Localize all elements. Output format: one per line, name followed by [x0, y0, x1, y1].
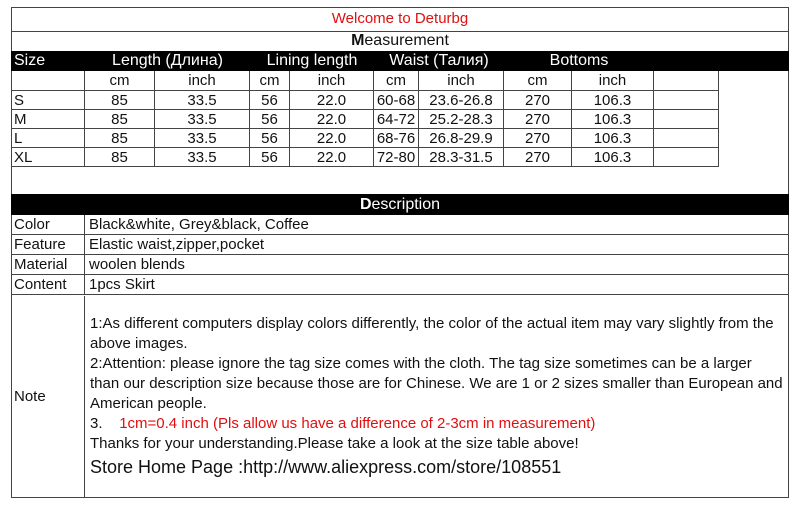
size-value-cell: 33.5 — [155, 110, 250, 129]
size-label-cell: L — [11, 129, 85, 148]
size-value-cell: 270 — [504, 110, 572, 129]
description-label: Feature — [11, 235, 85, 254]
size-value-cell: 106.3 — [572, 129, 654, 148]
description-title-initial: D — [359, 196, 372, 213]
size-value-cell: 106.3 — [572, 91, 654, 110]
size-value-cell: 270 — [504, 91, 572, 110]
size-value-cell: 22.0 — [290, 129, 374, 148]
size-value-cell: 60-68 — [374, 91, 419, 110]
size-value-cell: 85 — [85, 148, 155, 167]
size-value-cell: 106.3 — [572, 148, 654, 167]
empty-cell — [654, 91, 719, 110]
description-value: 1pcs Skirt — [89, 276, 155, 293]
size-value-cell: 33.5 — [155, 129, 250, 148]
size-value-cell: 26.8-29.9 — [419, 129, 504, 148]
header-size: Size — [14, 52, 46, 69]
unit-cell: inch — [572, 71, 654, 91]
description-row — [11, 255, 789, 275]
empty-cell — [654, 129, 719, 148]
size-value-cell: 23.6-26.8 — [419, 91, 504, 110]
size-value-cell: 56 — [250, 110, 290, 129]
size-value-cell: 22.0 — [290, 110, 374, 129]
description-row — [11, 235, 789, 255]
size-value-cell: 72-80 — [374, 148, 419, 167]
description-label: Content — [11, 275, 85, 294]
size-value-cell: 85 — [85, 110, 155, 129]
unit-blank — [11, 71, 85, 91]
size-value-cell: 85 — [85, 129, 155, 148]
header-bottoms: Bottoms — [549, 52, 609, 69]
description-title-rest: escription — [371, 196, 441, 213]
description-label: Color — [11, 215, 85, 234]
note-line-4: Thanks for your understanding.Please take a look at the size table above! — [90, 435, 579, 452]
welcome-title: Welcome to Deturbg — [11, 7, 789, 32]
size-value-cell: 28.3-31.5 — [419, 148, 504, 167]
unit-cell: inch — [155, 71, 250, 91]
unit-cell: cm — [250, 71, 290, 91]
size-value-cell: 56 — [250, 148, 290, 167]
header-lining: Lining length — [266, 52, 358, 69]
size-value-cell: 25.2-28.3 — [419, 110, 504, 129]
note-row — [11, 296, 789, 498]
note-line-3 — [90, 414, 785, 434]
note-text — [90, 314, 785, 480]
size-value-cell: 270 — [504, 148, 572, 167]
size-value-cell: 270 — [504, 129, 572, 148]
empty-cell — [654, 110, 719, 129]
description-value: woolen blends — [89, 256, 185, 273]
size-value-cell: 22.0 — [290, 148, 374, 167]
note-line-3-text: 1cm=0.4 inch (Pls allow us have a difference of 2-3cm in measurement) — [119, 415, 596, 432]
size-value-cell: 33.5 — [155, 148, 250, 167]
header-length: Length (Длина) — [112, 52, 223, 69]
description-row — [11, 215, 789, 235]
unit-blank — [654, 71, 719, 91]
description-value: Elastic waist,zipper,pocket — [89, 236, 265, 253]
description-row — [11, 275, 789, 295]
measurement-title-initial: M — [351, 32, 365, 49]
size-label-cell: XL — [11, 148, 85, 167]
size-label-cell: S — [11, 91, 85, 110]
size-value-cell: 22.0 — [290, 91, 374, 110]
size-label-cell: M — [11, 110, 85, 129]
measurement-title — [11, 31, 789, 52]
size-value-cell: 85 — [85, 91, 155, 110]
header-waist: Waist (Талия) — [389, 52, 489, 69]
note-label: Note — [11, 296, 85, 498]
size-value-cell: 56 — [250, 91, 290, 110]
unit-cell: inch — [419, 71, 504, 91]
unit-cell: inch — [290, 71, 374, 91]
note-line-1: 1:As different computers display colors differently, the color of the actual item may vary slightly from the above images. — [90, 315, 774, 352]
description-title — [11, 194, 789, 215]
description-label: Material — [11, 255, 85, 274]
description-value: Black&white, Grey&black, Coffee — [89, 216, 309, 233]
size-value-cell: 33.5 — [155, 91, 250, 110]
unit-cell: cm — [504, 71, 572, 91]
unit-cell: cm — [374, 71, 419, 91]
measurement-title-rest: easurement — [364, 32, 449, 49]
size-value-cell: 56 — [250, 129, 290, 148]
unit-cell: cm — [85, 71, 155, 91]
size-value-cell: 64-72 — [374, 110, 419, 129]
note-line-2: 2:Attention: please ignore the tag size comes with the cloth. The tag size sometimes can be a larger than our description size because those are for Chinese. We are 1 or 2 sizes smaller than European and American people. — [90, 355, 783, 412]
note-line-3-prefix: 3. — [90, 415, 120, 432]
size-value-cell: 106.3 — [572, 110, 654, 129]
size-value-cell: 68-76 — [374, 129, 419, 148]
store-home-link[interactable]: Store Home Page :http://www.aliexpress.com/store/108551 — [90, 457, 562, 477]
empty-cell — [654, 148, 719, 167]
